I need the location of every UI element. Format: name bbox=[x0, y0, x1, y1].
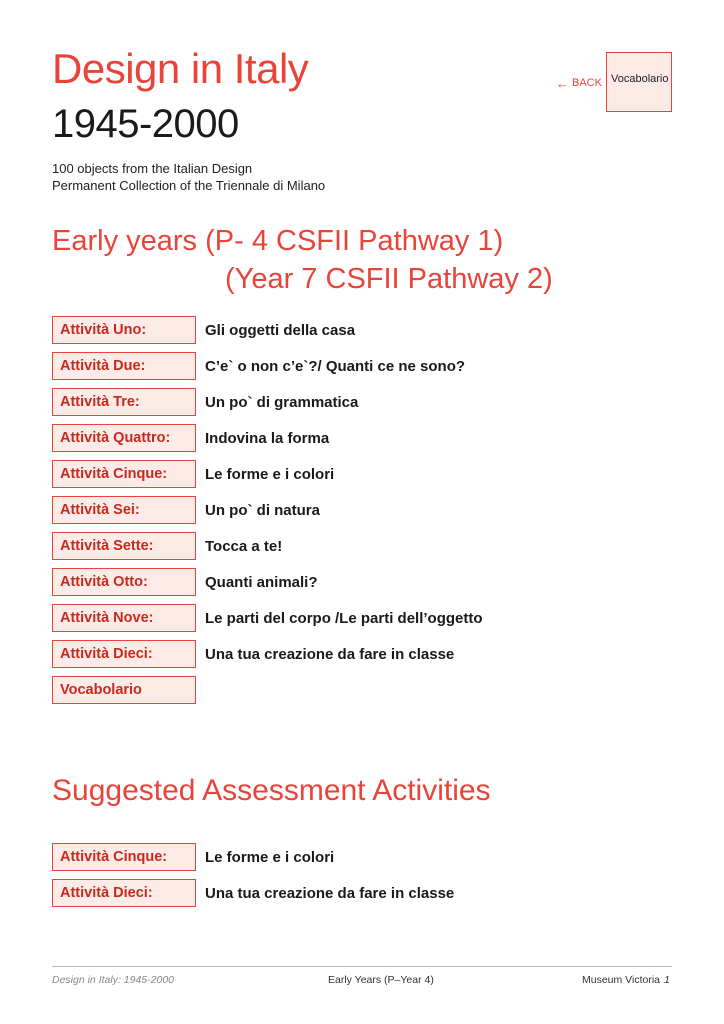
back-label: BACK bbox=[572, 77, 602, 89]
section-heading-line-2: (Year 7 CSFII Pathway 2) bbox=[225, 263, 553, 295]
list-item bbox=[52, 456, 483, 492]
activity-title: Indovina la forma bbox=[205, 429, 330, 447]
list-item bbox=[52, 312, 483, 348]
list-item bbox=[52, 528, 483, 564]
list-item bbox=[52, 636, 483, 672]
section-early-years-heading bbox=[52, 222, 553, 298]
vocabolario-button[interactable]: Vocabolario bbox=[606, 52, 672, 112]
page-title-years: 1945-2000 bbox=[52, 102, 239, 146]
list-item bbox=[52, 492, 483, 528]
activity-title: Un po` di natura bbox=[205, 501, 320, 519]
list-item bbox=[52, 839, 454, 875]
activity-link[interactable]: Attività Due: bbox=[52, 352, 196, 380]
list-item bbox=[52, 600, 483, 636]
list-item bbox=[52, 420, 483, 456]
activity-list bbox=[52, 312, 483, 708]
page-title: Design in Italy bbox=[52, 45, 309, 92]
page-number: 1 bbox=[664, 974, 670, 986]
activity-title: Le forme e i colori bbox=[205, 465, 335, 483]
footer-publication: Design in Italy: 1945-2000 bbox=[52, 974, 174, 986]
page-subtitle bbox=[52, 160, 325, 194]
activity-title: Tocca a te! bbox=[205, 537, 283, 555]
activity-title: Gli oggetti della casa bbox=[205, 321, 356, 339]
footer-section: Early Years (P–Year 4) bbox=[328, 974, 434, 986]
activity-link[interactable]: Attività Dieci: bbox=[52, 879, 196, 907]
section-heading-line-1: Early years (P- 4 CSFII Pathway 1) bbox=[52, 225, 504, 257]
list-item bbox=[52, 384, 483, 420]
assessment-list bbox=[52, 839, 454, 911]
activity-link[interactable]: Attività Dieci: bbox=[52, 640, 196, 668]
activity-link[interactable]: Attività Cinque: bbox=[52, 460, 196, 488]
activity-title: Quanti animali? bbox=[205, 573, 318, 591]
subtitle-line-2: Permanent Collection of the Triennale di Milano bbox=[52, 178, 326, 193]
activity-link[interactable]: Attività Tre: bbox=[52, 388, 196, 416]
subtitle-line-1: 100 objects from the Italian Design bbox=[52, 161, 253, 176]
activity-title: Una tua creazione da fare in classe bbox=[205, 884, 455, 902]
activity-title: Le forme e i colori bbox=[205, 848, 335, 866]
activity-link[interactable]: Attività Otto: bbox=[52, 568, 196, 596]
activity-link[interactable]: Attività Nove: bbox=[52, 604, 196, 632]
activity-title: Un po` di grammatica bbox=[205, 393, 359, 411]
activity-title: Una tua creazione da fare in classe bbox=[205, 645, 455, 663]
activity-title: Le parti del corpo /Le parti dell’oggetto bbox=[205, 609, 483, 627]
footer-divider bbox=[52, 966, 672, 967]
activity-title: C’e` o non c’e`?/ Quanti ce ne sono? bbox=[205, 357, 466, 375]
footer-publisher-name: Museum Victoria bbox=[582, 974, 661, 986]
activity-link[interactable]: Attività Sette: bbox=[52, 532, 196, 560]
arrow-left-icon: ← bbox=[556, 75, 569, 91]
vocabolario-link[interactable]: Vocabolario bbox=[52, 676, 196, 704]
activity-link[interactable]: Attività Uno: bbox=[52, 316, 196, 344]
list-item bbox=[52, 875, 454, 911]
list-item bbox=[52, 348, 483, 384]
footer-publisher bbox=[582, 974, 670, 986]
section-assessment-heading: Suggested Assessment Activities bbox=[52, 774, 491, 807]
back-link[interactable] bbox=[556, 77, 602, 89]
activity-link[interactable]: Attività Quattro: bbox=[52, 424, 196, 452]
list-item bbox=[52, 564, 483, 600]
activity-link[interactable]: Attività Sei: bbox=[52, 496, 196, 524]
list-item bbox=[52, 672, 483, 708]
activity-link[interactable]: Attività Cinque: bbox=[52, 843, 196, 871]
